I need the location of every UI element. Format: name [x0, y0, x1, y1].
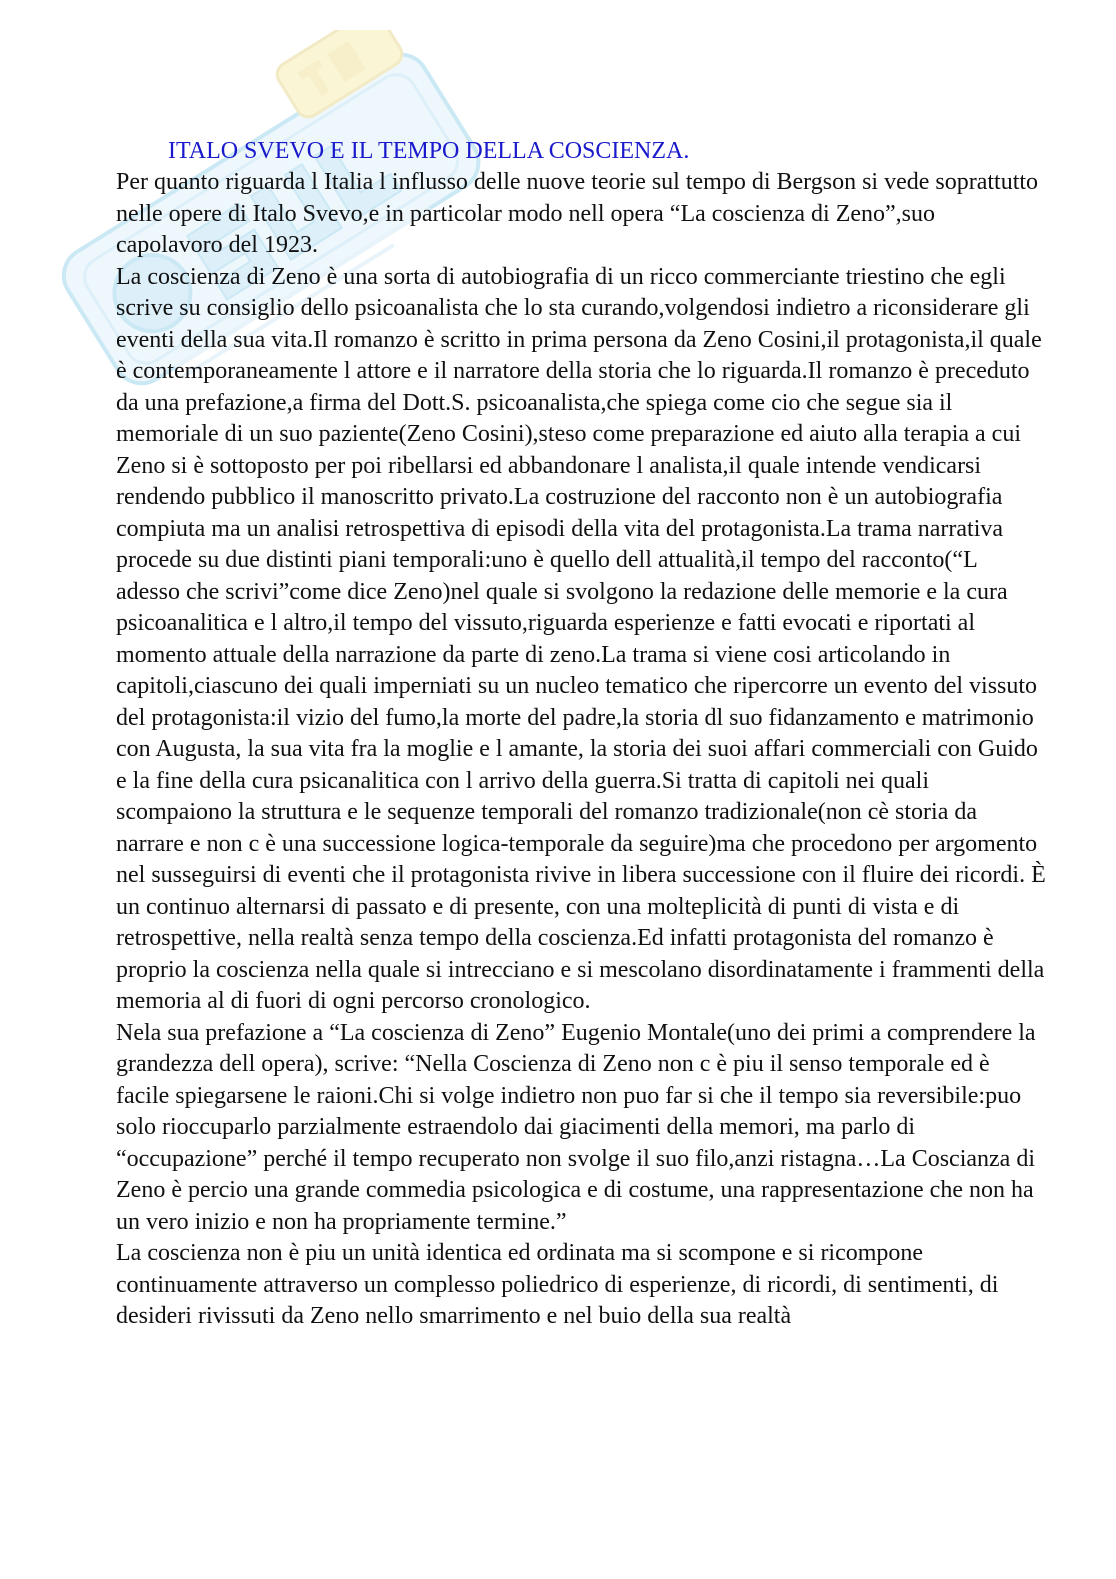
paragraph-intro: Per quanto riguarda l Italia l influsso delle nuove teorie sul tempo di Bergson si vede soprattutto nelle opere di Italo Svevo,e in particolar modo nell opera “La coscienza di Zeno”,suo capolavoro del 1923.: [116, 169, 1039, 258]
document-title: ITALO SVEVO E IL TEMPO DELLA COSCIENZA.: [168, 138, 690, 164]
paragraph-summary: La coscienza di Zeno è una sorta di autobiografia di un ricco commerciante triestino che egli scrive su consiglio dello psicoanalista che lo sta curando,volgendosi indietro a riconsiderare gli eventi della sua vita.Il romanzo è scritto in prima persona da Zeno Cosini,il protagonista,il quale è contemporaneamente l attore e il narratore della storia che lo riguarda.Il romanzo è preceduto da una prefazione,a firma del Dott.S. psicoanalista,che spiega come cio che segue sia il memoriale di un suo paziente(Zeno Cosini),steso come preparazione ed aiuto alla terapia a cui Zeno si è sottoposto per poi ribellarsi ed abbandonare l analista,il quale intende vendicarsi rendendo pubblico il manoscritto privato.La costruzione del racconto non è un autobiografia compiuta ma un analisi retrospettiva di episodi della vita del protagonista.La trama narrativa procede su due distinti piani temporali:uno è quello dell attualità,il tempo del racconto(“L adesso che scrivi”come dice Zeno)nel quale si svolgono la redazione delle memorie e la cura psicoanalitica e l altro,il tempo del vissuto,riguarda esperienze e fatti evocati e riportati al momento attuale della narrazione da parte di zeno.La trama si viene cosi articolando in capitoli,ciascuno dei quali imperniati su un nucleo tematico che ripercorre un evento del vissuto del protagonista:il vizio del fumo,la morte del padre,la storia dl suo fidanzamento e matrimonio con Augusta, la sua vita fra la moglie e l amante, la storia dei suoi affari commerciali con Guido e la fine della cura psicanalitica con l arrivo della guerra.Si tratta di capitoli nei quali scompaiono la struttura e le sequenze temporali del romanzo tradizionale(non cè storia da narrare e non c è una successione logica-temporale da seguire)ma che procedono per argomento nel susseguirsi di eventi che il protagonista rivive in libera successione con il fluire dei ricordi. È un continuo alternarsi di passato e di presente, con una molteplicità di punti di vista e di retrospettive, nella realtà senza tempo della coscienza.Ed infatti protagonista del romanzo è proprio la coscienza nella quale si intrecciano e si mescolano disordinatamente i frammenti della memoria al di fuori di ogni percorso cronologico.: [116, 263, 1046, 1014]
paragraph-montale-quote: Nela sua prefazione a “La coscienza di Zeno” Eugenio Montale(uno dei primi a comprendere la grandezza dell opera), scrive: “Nella Coscienza di Zeno non c è piu il senso temporale ed è facile spiegarsene le raioni.Chi si volge indietro non puo far si che il tempo sia reversibile:puo solo rioccuparlo parzialmente estraendolo dai giacimenti della memori, ma parlo di “occupazione” perché il tempo recuperato non svolge il suo filo,anzi ristagna…La Coscianza di Zeno è percio una grande commedia psicologica e di costume, una rappresentazione che non ha un vero inizio e non ha propriamente termine.”: [116, 1019, 1036, 1235]
document-body: [116, 135, 1046, 1333]
paragraph-conclusion: La coscienza non è piu un unità identica ed ordinata ma si scompone e si ricompone continuamente attraverso un complesso poliedrico di esperienze, di ricordi, di sentimenti, di desideri rivissuti da Zeno nello smarrimento e nel buio della sua realtà: [116, 1240, 999, 1329]
